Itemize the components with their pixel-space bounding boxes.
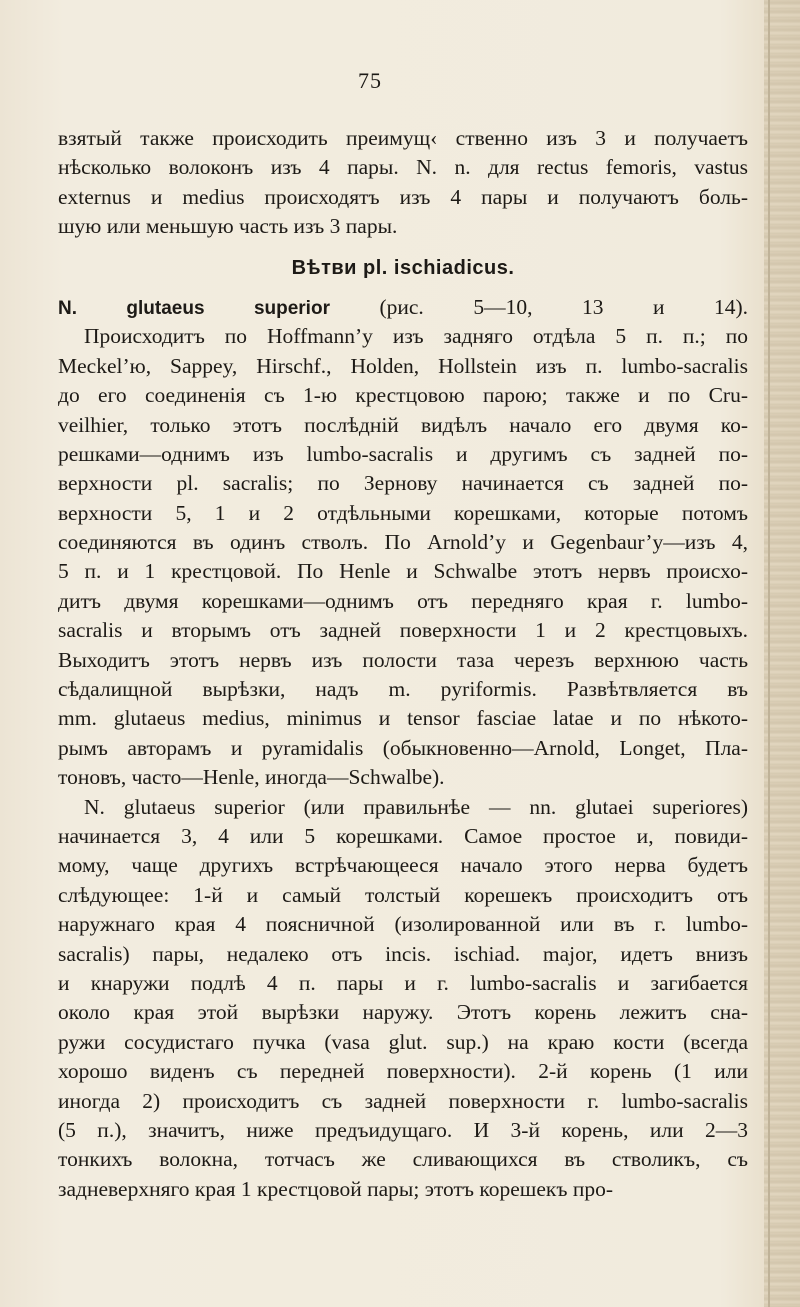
text-line: решками—однимъ изъ lumbo-sacralis и другимъ съ задней по- (58, 441, 748, 466)
text-line: ружи сосудистаго пучка (vasa glut. sup.) на краю кости (всегда (58, 1029, 748, 1054)
text-line: Происходитъ по Hoffmann’у изъ задняго отдѣла 5 п. п.; по (84, 324, 748, 349)
page-edge (764, 0, 800, 1307)
text-line: тоновъ, часто—Henle, иногда—Schwalbe). (58, 765, 445, 790)
text-line: шую или меньшую часть изъ 3 пары. (58, 214, 398, 239)
intro-paragraph (58, 124, 748, 242)
text-line: соединяются въ одинъ стволъ. По Arnold’у и Gegenbaur’у—изъ 4, (58, 530, 748, 555)
text-line: и кнаружи подлѣ 4 п. пары и г. lumbo-sacralis и загибается (58, 970, 748, 995)
text-line: N. glutaeus superior (или правильнѣе — nn. glutaei superiores) (84, 794, 748, 819)
text-line: veilhier, только этотъ послѣдній видѣлъ начало его двумя ко- (58, 412, 748, 437)
text-line: сѣдалищной вырѣзки, надъ m. pyriformis. Развѣтвляется въ (58, 677, 748, 702)
text-line: мому, чаще другихъ встрѣчающееся начало этого нерва будетъ (58, 853, 748, 878)
text-line: наружнаго края 4 поясничной (изолированной или въ г. lumbo- (58, 912, 748, 937)
text-line: хорошо виденъ съ передней поверхности). 2-й корень (1 или (58, 1059, 748, 1084)
text-line: 5 п. и 1 крестцовой. По Henle и Schwalbe этотъ нервъ происхо- (58, 559, 748, 584)
text-line: дитъ двумя корешками—однимъ отъ передняго края г. lumbo- (58, 588, 748, 613)
subheading-rest: (рис. 5—10, 13 и 14). (329, 294, 748, 319)
text-line: верхности pl. sacralis; по Зернову начинается съ задней по- (58, 471, 748, 496)
text-line: тонкихъ волокна, тотчасъ же сливающихся въ стволикъ, съ (58, 1147, 748, 1172)
section-title: Вѣтви pl. ischiadicus. (291, 256, 515, 279)
text-line: sacralis и вторымъ отъ задней поверхности 1 и 2 крестцовыхъ. (58, 618, 748, 643)
text-line: слѣдующее: 1-й и самый толстый корешекъ происходитъ отъ (58, 882, 748, 907)
text-line: верхности 5, 1 и 2 отдѣльными корешками, которые потомъ (58, 500, 748, 525)
text-line: задневерхняго края 1 крестцовой пары; этотъ корешекъ про- (58, 1176, 614, 1201)
text-line: Выходитъ этотъ нервъ изъ полости таза черезъ верхнюю часть (58, 647, 748, 672)
page-text (58, 124, 748, 1204)
text-line: sacralis) пары, недалеко отъ incis. ischiad. major, идетъ внизъ (58, 941, 748, 966)
body-paragraphs (58, 322, 748, 1204)
subheading-label: N. glutaeus superior (58, 297, 330, 319)
text-line: нѣсколько волоконъ изъ 4 пары. N. n. для rectus femoris, vastus (58, 155, 748, 180)
text-line: Meckel’ю, Sappey, Hirschf., Holden, Hollstein изъ п. lumbo-sacralis (58, 353, 748, 378)
text-line: иногда 2) происходитъ съ задней поверхности г. lumbo-sacralis (58, 1088, 748, 1113)
text-line: до его соединенія съ 1-ю крестцовою парою; также и по Cru- (58, 383, 748, 408)
page-number: 75 (358, 68, 382, 93)
text-line: около края этой вырѣзки наружу. Этотъ корень лежитъ сна- (58, 1000, 748, 1025)
text-line: взятый также происходить преимущ‹ ственно изъ 3 и получаетъ (58, 126, 748, 150)
text-line: externus и medius происходятъ изъ 4 пары и получаютъ боль- (58, 184, 748, 209)
text-line: начинается 3, 4 или 5 корешками. Самое простое и, повиди- (58, 823, 748, 848)
text-line: рымъ авторамъ и pyramidalis (обыкновенно—Arnold, Longet, Пла- (58, 735, 748, 760)
text-line: (5 п.), значитъ, ниже предъидущаго. И 3-й корень, или 2—3 (58, 1117, 748, 1142)
text-line: mm. glutaeus medius, minimus и tensor fasciae latae и по нѣкото- (58, 706, 748, 731)
subheading (58, 293, 748, 322)
